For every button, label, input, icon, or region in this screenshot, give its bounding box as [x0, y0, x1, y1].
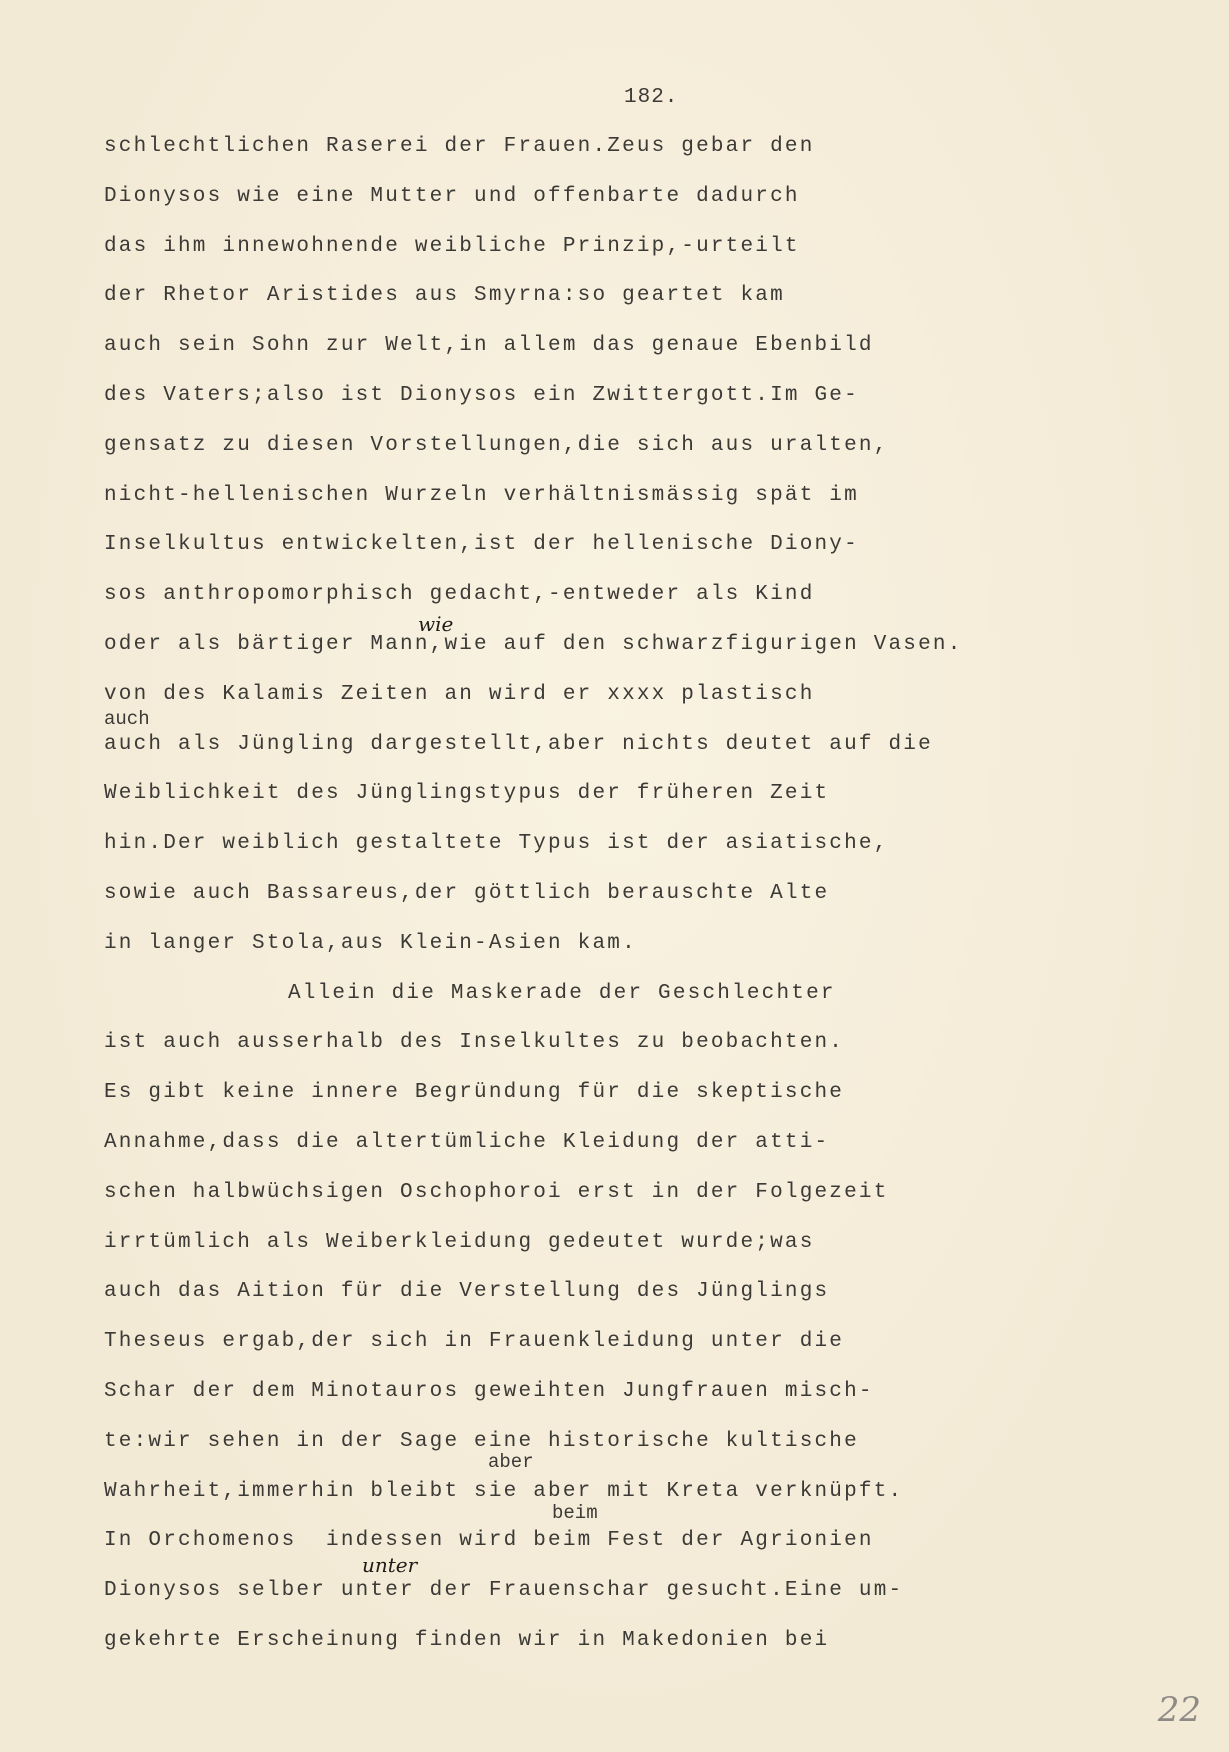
- text-line: oder als bärtiger Mann,wie auf den schwarzfigurigen Vasen.: [104, 632, 963, 656]
- text-line: des Vaters;also ist Dionysos ein Zwittergott.Im Ge-: [104, 383, 859, 407]
- text-line: nicht-hellenischen Wurzeln verhältnismässig spät im: [104, 483, 859, 507]
- text-line: auch sein Sohn zur Welt,in allem das genaue Ebenbild: [104, 334, 874, 358]
- text-line: Dionysos selber unter der Frauenschar gesucht.Eine um-: [104, 1579, 904, 1603]
- paragraph-start-line: Allein die Maskerade der Geschlechter: [288, 981, 836, 1005]
- text-line: Schar der dem Minotauros geweihten Jungfrauen misch-: [104, 1379, 874, 1403]
- folio-number: 22: [1157, 1690, 1201, 1730]
- text-line: Es gibt keine innere Begründung für die skeptische: [104, 1081, 845, 1105]
- text-line: irrtümlich als Weiberkleidung gedeutet wurde;was: [104, 1230, 815, 1254]
- text-line: hin.Der weiblich gestaltete Typus ist der asiatische,: [104, 832, 889, 856]
- text-line: der Rhetor Aristides aus Smyrna:so geartet kam: [104, 284, 785, 308]
- text-line: Theseus ergab,der sich in Frauenkleidung unter die: [104, 1330, 845, 1354]
- text-line: Annahme,dass die altertümliche Kleidung der atti-: [104, 1130, 830, 1154]
- handwritten-insertion-unter: unter: [362, 1553, 418, 1577]
- typed-insertion-beim: beim: [552, 1502, 598, 1524]
- text-line: in langer Stola,aus Klein-Asien kam.: [104, 931, 637, 955]
- text-line: auch als Jüngling dargestellt,aber nichts deutet auf die: [104, 732, 933, 756]
- text-line: Dionysos wie eine Mutter und offenbarte dadurch: [104, 184, 800, 208]
- text-line: schen halbwüchsigen Oschophoroi erst in der Folgezeit: [104, 1180, 889, 1204]
- text-line: In Orchomenos indessen wird beim Fest der Agrionien: [104, 1529, 874, 1553]
- text-line: Weiblichkeit des Jünglingstypus der früheren Zeit: [104, 782, 830, 806]
- text-line: auch das Aition für die Verstellung des Jünglings: [104, 1280, 830, 1304]
- page-number: 182.: [624, 86, 679, 109]
- text-line: sowie auch Bassareus,der göttlich berauschte Alte: [104, 881, 830, 905]
- typed-insertion-auch: auch: [104, 708, 150, 730]
- handwritten-insertion-wie: wie: [418, 612, 454, 636]
- text-line: gensatz zu diesen Vorstellungen,die sich aus uralten,: [104, 433, 889, 457]
- text-line: te:wir sehen in der Sage eine historische kultische: [104, 1429, 859, 1453]
- text-line: Inselkultus entwickelten,ist der hellenische Diony-: [104, 533, 859, 557]
- text-line: von des Kalamis Zeiten an wird er xxxx plastisch: [104, 682, 815, 706]
- text-line: gekehrte Erscheinung finden wir in Makedonien bei: [104, 1628, 830, 1652]
- text-line: sos anthropomorphisch gedacht,-entweder als Kind: [104, 583, 815, 607]
- text-line: ist auch ausserhalb des Inselkultes zu beobachten.: [104, 1031, 845, 1055]
- text-line: schlechtlichen Raserei der Frauen.Zeus gebar den: [104, 135, 815, 158]
- typed-text-block: [104, 133, 1124, 1677]
- typed-insertion-aber: aber: [488, 1451, 534, 1473]
- text-line: das ihm innewohnende weibliche Prinzip,-urteilt: [104, 234, 800, 258]
- text-line: Wahrheit,immerhin bleibt sie aber mit Kreta verknüpft.: [104, 1479, 904, 1503]
